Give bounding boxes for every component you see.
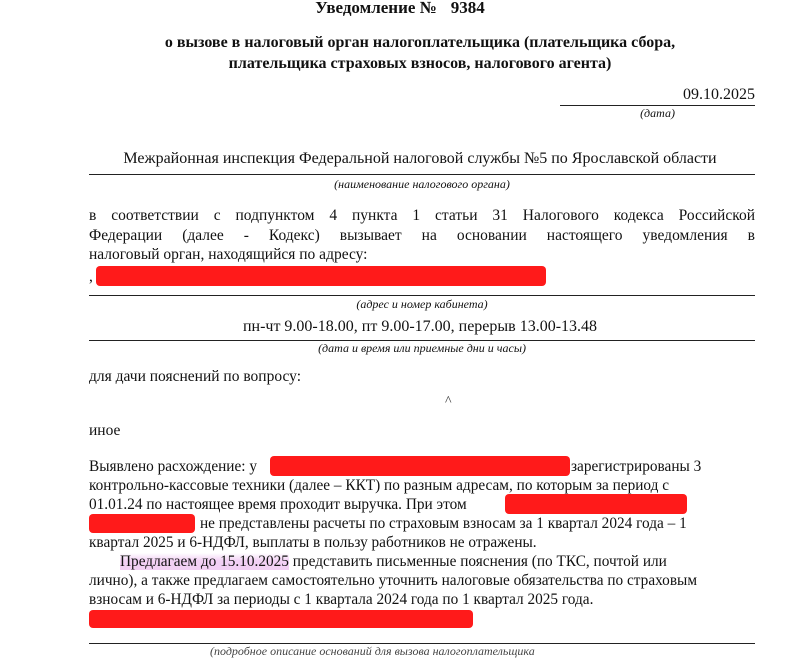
notice-date: 09.10.2025	[683, 86, 755, 103]
subtitle-line-2: плательщика страховых взносов, налогового агента)	[228, 55, 612, 72]
question-label: для дачи пояснений по вопросу:	[89, 368, 302, 385]
details-line-6-rest: представить письменные пояснения (по ТКС, почтой или	[288, 553, 667, 570]
address-caption: (адрес и номер кабинета)	[356, 297, 488, 311]
details-line-6	[120, 553, 667, 571]
authority-caption: (наименование налогового органа)	[334, 177, 510, 191]
details-line-8: взносам и 6-НДФЛ за периоды с 1 квартала 2024 года по 1 квартал 2025 года.	[89, 591, 594, 608]
notice-number: 9384	[450, 0, 485, 17]
redacted-segment-3	[89, 610, 473, 628]
small-mark: ^	[445, 394, 452, 409]
question-type: иное	[89, 422, 121, 439]
hours-caption: (дата и время или приемные дни и часы)	[318, 341, 526, 355]
tax-authority-name: Межрайонная инспекция Федеральной налоговой службы №5 по Ярославской области	[123, 150, 717, 167]
highlighted-deadline: Предлагаем до 15.10.2025	[120, 553, 289, 570]
intro-paragraph	[89, 206, 755, 265]
redacted-taxpayer-name	[270, 456, 570, 476]
authority-underline	[89, 174, 755, 175]
title-text: Уведомление №	[315, 0, 437, 17]
redacted-address	[96, 266, 546, 286]
date-caption: (дата)	[640, 106, 675, 120]
redacted-segment-2	[89, 514, 195, 533]
details-line-3: 01.01.24 по настоящее время проходит выручка. При этом	[89, 496, 467, 513]
document-subtitle	[90, 32, 750, 74]
details-line-2: контрольно-кассовые техники (далее – ККТ) по разным адресам, по которым за период с	[89, 477, 670, 494]
details-caption: (подробное описание оснований для вызова налогоплательщика	[210, 644, 535, 658]
reception-hours: пн-чт 9.00-18.00, пт 9.00-17.00, перерыв 13.00-13.48	[242, 318, 598, 335]
redacted-segment-1	[505, 494, 687, 514]
document-title	[0, 0, 800, 18]
details-line-1-end: зарегистрированы 3	[571, 458, 702, 475]
intro-line-2: Федерации (далее - Кодекс) вызывает на основании настоящего уведомления в	[89, 226, 755, 244]
details-line-4: не представлены расчеты по страховым взносам за 1 квартал 2024 года – 1	[200, 515, 687, 532]
subtitle-line-1: о вызове в налоговый орган налогоплательщика (плательщика сбора,	[164, 34, 676, 51]
details-line-5: квартал 2025 и 6-НДФЛ, выплаты в пользу работников не отражены.	[89, 534, 537, 551]
address-underline	[89, 295, 755, 296]
details-line-1-start: Выявлено расхождение: у	[89, 458, 258, 475]
intro-line-1: в соответствии с подпунктом 4 пункта 1 статьи 31 Налогового кодекса Российской	[89, 207, 755, 224]
address-prefix: ,	[89, 268, 93, 285]
details-line-7: лично), а также предлагаем самостоятельно уточнить налоговые обязательства по страховым	[89, 572, 697, 589]
intro-line-3: налоговый орган, находящийся по адресу:	[89, 246, 368, 263]
